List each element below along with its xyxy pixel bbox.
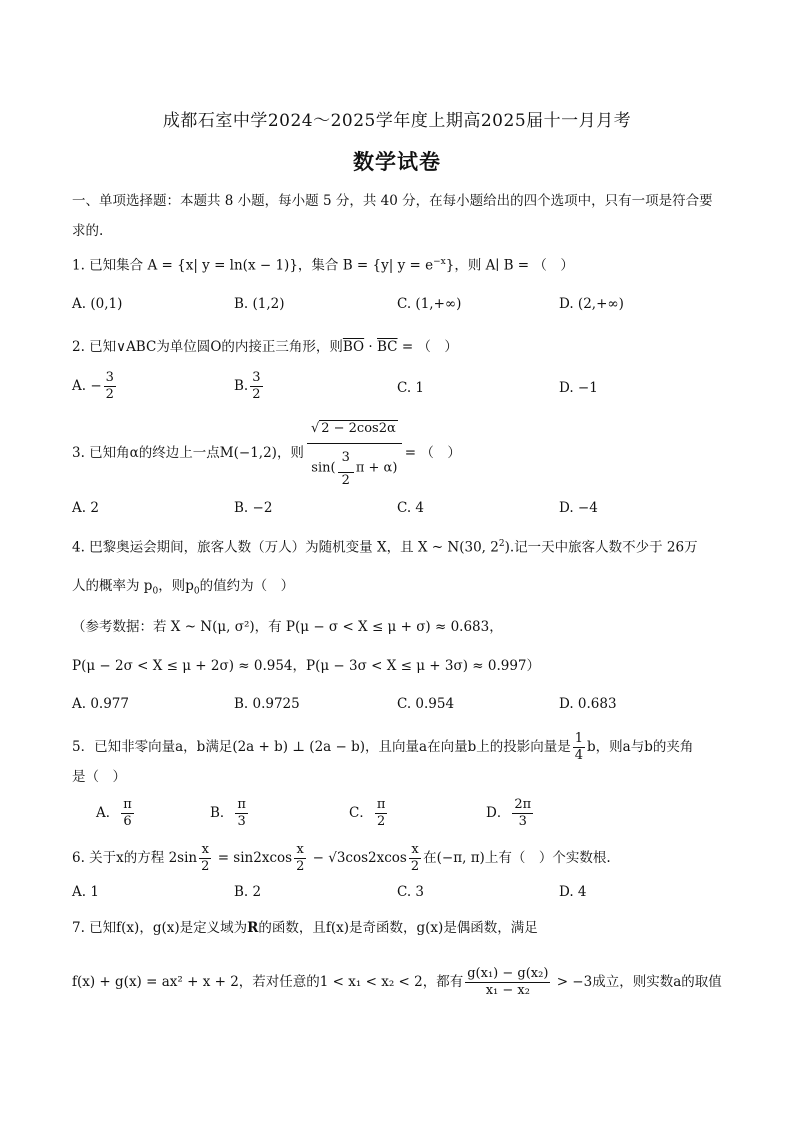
q1-text: ，集合 — [297, 257, 343, 274]
q7-g: g(x) — [152, 920, 180, 936]
q4-reference-data-cont: P(μ − 2σ < X ≤ μ + 2σ) ≈ 0.954，P(μ − 3σ < X ≤ μ + 3σ) ≈ 0.997） — [72, 658, 541, 674]
q3-option-b: B. −2 — [234, 500, 273, 516]
q3-option-c: C. 4 — [397, 500, 425, 516]
q2-text: 的内接正三角形，则 — [221, 339, 343, 355]
q1-text: 1. 已知集合 — [72, 257, 148, 274]
q2-option-b-fraction — [250, 370, 262, 403]
q5-condition: (2a + b) ⊥ (2a − b) — [232, 739, 366, 755]
option-fraction — [235, 797, 248, 830]
q5-vector-b: b — [587, 739, 596, 755]
q7-text: > −3成立，则实数 — [552, 974, 674, 990]
q7-f: f(x) — [325, 920, 350, 936]
q4-exponent: 2 — [498, 539, 505, 549]
q2-vector-bo: $\overline{BO}$ — [342, 339, 365, 355]
exam-header-title: 成都石室中学2024～2025学年度上期高2025届十一月月考 — [162, 111, 632, 131]
q4-p0: p — [143, 578, 153, 594]
option-fraction — [121, 797, 134, 830]
denominator: 2 — [252, 387, 261, 402]
q1-brace: } — [445, 257, 455, 274]
q2-option-a-fraction — [104, 370, 116, 403]
q5-projection-fraction — [573, 731, 585, 764]
subject-title: 数学试卷 — [353, 149, 441, 174]
q6-fraction — [199, 842, 211, 875]
question-7 — [72, 918, 538, 938]
denominator: 3 — [518, 814, 527, 829]
q6-variable: x — [116, 850, 124, 866]
q7-g: g(x) — [416, 920, 444, 936]
q4-text: 人的概率为 — [72, 578, 144, 594]
q4-p0-sub: 0 — [152, 586, 159, 597]
question-4-line2 — [72, 576, 294, 602]
question-7-line2 — [72, 966, 722, 999]
q6-text: 6. 关于 — [72, 850, 117, 866]
q6-option-c: C. 3 — [397, 884, 425, 900]
q5-text: 在向量 — [427, 739, 468, 755]
q6-fraction — [409, 842, 421, 875]
option-label: B． — [210, 805, 234, 821]
q2-text: 2. 已知∨ — [72, 339, 127, 355]
q5-text: 满足 — [205, 739, 233, 755]
q7-text: 的函数，且 — [258, 920, 326, 936]
q7-text: ，若对任意的 — [238, 974, 320, 990]
q3-numerator: √ 2 − 2cos2α — [307, 418, 402, 444]
denominator: 2 — [105, 387, 114, 402]
q5-text: ，则 — [595, 739, 623, 755]
q6-option-d: D. 4 — [559, 884, 587, 900]
q3-denominator — [307, 444, 402, 489]
q4-option-d: D. 0.683 — [559, 696, 617, 712]
denominator: x₁ − x₂ — [485, 983, 530, 998]
numerator: 3 — [252, 370, 261, 385]
q7-text: 的取值 — [681, 974, 722, 990]
option-fraction — [512, 797, 533, 830]
denominator: 2 — [201, 859, 210, 874]
q5-vector-b: b — [644, 739, 653, 755]
q3-option-d: D. −4 — [559, 500, 598, 516]
q2-option-b-label: B. — [234, 378, 249, 394]
q7-text: ， — [139, 920, 153, 936]
option-fraction — [375, 797, 388, 830]
q2-vector-bc: $\overline{BC}$ — [377, 339, 398, 355]
denominator: 2 — [341, 473, 350, 488]
q3-text: ，则 — [276, 445, 304, 461]
q5-vector-b: b — [196, 739, 206, 755]
q7-fraction — [465, 966, 550, 999]
q4-text: ，则 — [158, 578, 186, 594]
numerator: 3 — [338, 447, 354, 473]
numerator: x — [294, 842, 306, 859]
q6-text: 在(−π, π)上有（ ）个实数根. — [423, 850, 611, 866]
q7-text: 是偶函数，满足 — [443, 920, 538, 936]
q1-answer-blank: = （ ） — [513, 257, 574, 274]
q5-vector-a: a — [175, 739, 184, 755]
numerator: x — [409, 842, 421, 859]
q3-alpha: α — [129, 445, 139, 461]
q1-option-d: D. (2,+∞) — [559, 296, 624, 312]
q7-param-a: a — [673, 974, 682, 990]
option-label: D． — [486, 805, 511, 821]
q1-set-a: A = {x| y = ln(x − 1)} — [147, 257, 298, 274]
q1-exponent: −x — [433, 257, 446, 267]
q7-f: f(x) — [116, 920, 140, 936]
q5-vector-a: a — [622, 739, 631, 755]
q5-text: ，且向量 — [365, 739, 420, 755]
q4-distribution: X ~ N(30, 2 — [417, 539, 499, 556]
q5-option-c — [349, 797, 389, 830]
q4-reference-data: （参考数据：若 X ~ N(μ, σ²)，有 P(μ − σ < X ≤ μ + σ) ≈ 0.683， — [72, 619, 503, 635]
q4-option-a: A. 0.977 — [72, 696, 129, 712]
numerator: π — [123, 797, 132, 812]
q1-expr: A∣ B — [485, 257, 514, 274]
q4-option-b: B. 0.9725 — [234, 696, 300, 712]
question-2 — [72, 337, 458, 357]
q3-text: 的终边上一点 — [138, 445, 220, 461]
q3-sqrt-expr: 2 − 2cos2α — [321, 421, 396, 436]
q1-text: ，则 — [454, 257, 486, 274]
q4-text: 4. 巴黎奥运会期间，旅客人数（万人）为随机变量 — [72, 539, 377, 556]
q4-p0-sub: 0 — [193, 586, 200, 597]
q3-text: 3. 已知角 — [72, 445, 130, 461]
option-label: C． — [349, 805, 373, 821]
numerator: π — [237, 797, 246, 812]
q2-option-a — [72, 370, 118, 403]
q2-answer-blank: = （ ） — [397, 339, 458, 355]
question-1 — [72, 252, 574, 276]
numerator: x — [199, 842, 211, 859]
q3-den-tail: π + α) — [355, 460, 398, 476]
q7-text: 7. 已知 — [72, 920, 117, 936]
q1-set-b: B = {y| y = e — [342, 257, 434, 274]
q2-option-c: C. 1 — [397, 380, 425, 396]
denominator: 2 — [296, 859, 305, 874]
question-5-line2: 是（ ） — [72, 769, 126, 785]
denominator: 3 — [237, 814, 246, 829]
q2-option-b — [234, 370, 265, 403]
q4-option-c: C. 0.954 — [397, 696, 455, 712]
q5-option-b — [210, 797, 250, 830]
q6-text: − √3cos2xcos — [308, 850, 407, 866]
numerator: 1 — [574, 731, 584, 746]
q6-option-a: A. 1 — [72, 884, 99, 900]
q6-text: = sin2xcos — [213, 850, 293, 866]
q3-option-a: A. 2 — [72, 500, 99, 516]
q2-triangle: ABC — [126, 339, 157, 355]
q3-fraction — [307, 418, 402, 489]
question-6 — [72, 842, 611, 875]
q2-text: 为单位圆 — [156, 339, 211, 355]
q2-dot: · — [364, 339, 378, 355]
numerator: 2π — [514, 797, 532, 812]
numerator: 3 — [105, 370, 114, 385]
q5-vector-a: a — [419, 739, 428, 755]
q7-inequality: 1 < x₁ < x₂ < 2 — [319, 974, 423, 990]
q2-option-a-label: A. − — [72, 378, 102, 394]
q5-text: 上的投影向量是 — [476, 739, 571, 755]
q4-text: ，且 — [386, 539, 418, 556]
q5-text: 5．已知非零向量 — [72, 739, 176, 755]
q3-sin: sin( — [311, 460, 336, 476]
section-heading-cont: 求的. — [72, 223, 104, 239]
q6-text: 的方程 2sin — [123, 850, 198, 866]
q3-point: M(−1,2) — [219, 445, 277, 461]
q5-text: 的夹角 — [652, 739, 694, 755]
q3-answer-blank: = （ ） — [404, 445, 461, 461]
q4-variable: X — [376, 539, 387, 556]
denominator: 2 — [410, 859, 420, 874]
q6-option-b: B. 2 — [234, 884, 262, 900]
q3-inner-fraction — [338, 447, 354, 489]
section-heading: 一、单项选择题：本题共 8 小题，每小题 5 分，共 40 分，在每小题给出的四个选项中，只有一项是符合要 — [72, 193, 713, 209]
question-4 — [72, 534, 698, 558]
q4-answer-blank: 的值约为（ ） — [199, 578, 295, 594]
denominator: 4 — [574, 748, 584, 763]
q1-option-a: A. (0,1) — [72, 296, 123, 312]
q7-equation: f(x) + g(x) = ax² + x + 2 — [72, 974, 239, 990]
question-3 — [72, 418, 461, 489]
option-label: A． — [96, 805, 120, 821]
q1-option-b: B. (1,2) — [234, 296, 285, 312]
q5-option-a — [96, 797, 136, 830]
question-5 — [72, 731, 693, 764]
numerator: π — [376, 797, 386, 812]
denominator: 2 — [376, 814, 386, 829]
q7-text: 是定义域为 — [179, 920, 248, 936]
q6-fraction — [294, 842, 306, 875]
q2-circle: O — [210, 339, 222, 355]
q5-text: 与 — [630, 739, 645, 755]
q7-text: 是奇函数， — [349, 920, 417, 936]
q5-text: ， — [183, 739, 197, 755]
q5-option-d — [486, 797, 535, 830]
q4-p0: p — [185, 578, 194, 594]
q5-vector-b: b — [467, 739, 477, 755]
q7-reals: R — [247, 920, 259, 936]
numerator: g(x₁) − g(x₂) — [467, 966, 549, 981]
q2-option-d: D. −1 — [559, 380, 598, 396]
q1-option-c: C. (1,+∞) — [397, 296, 462, 312]
denominator: 6 — [123, 814, 132, 829]
q7-text: ，都有 — [422, 974, 464, 990]
q4-text: ).记一天中旅客人数不少于 26万 — [504, 539, 698, 556]
